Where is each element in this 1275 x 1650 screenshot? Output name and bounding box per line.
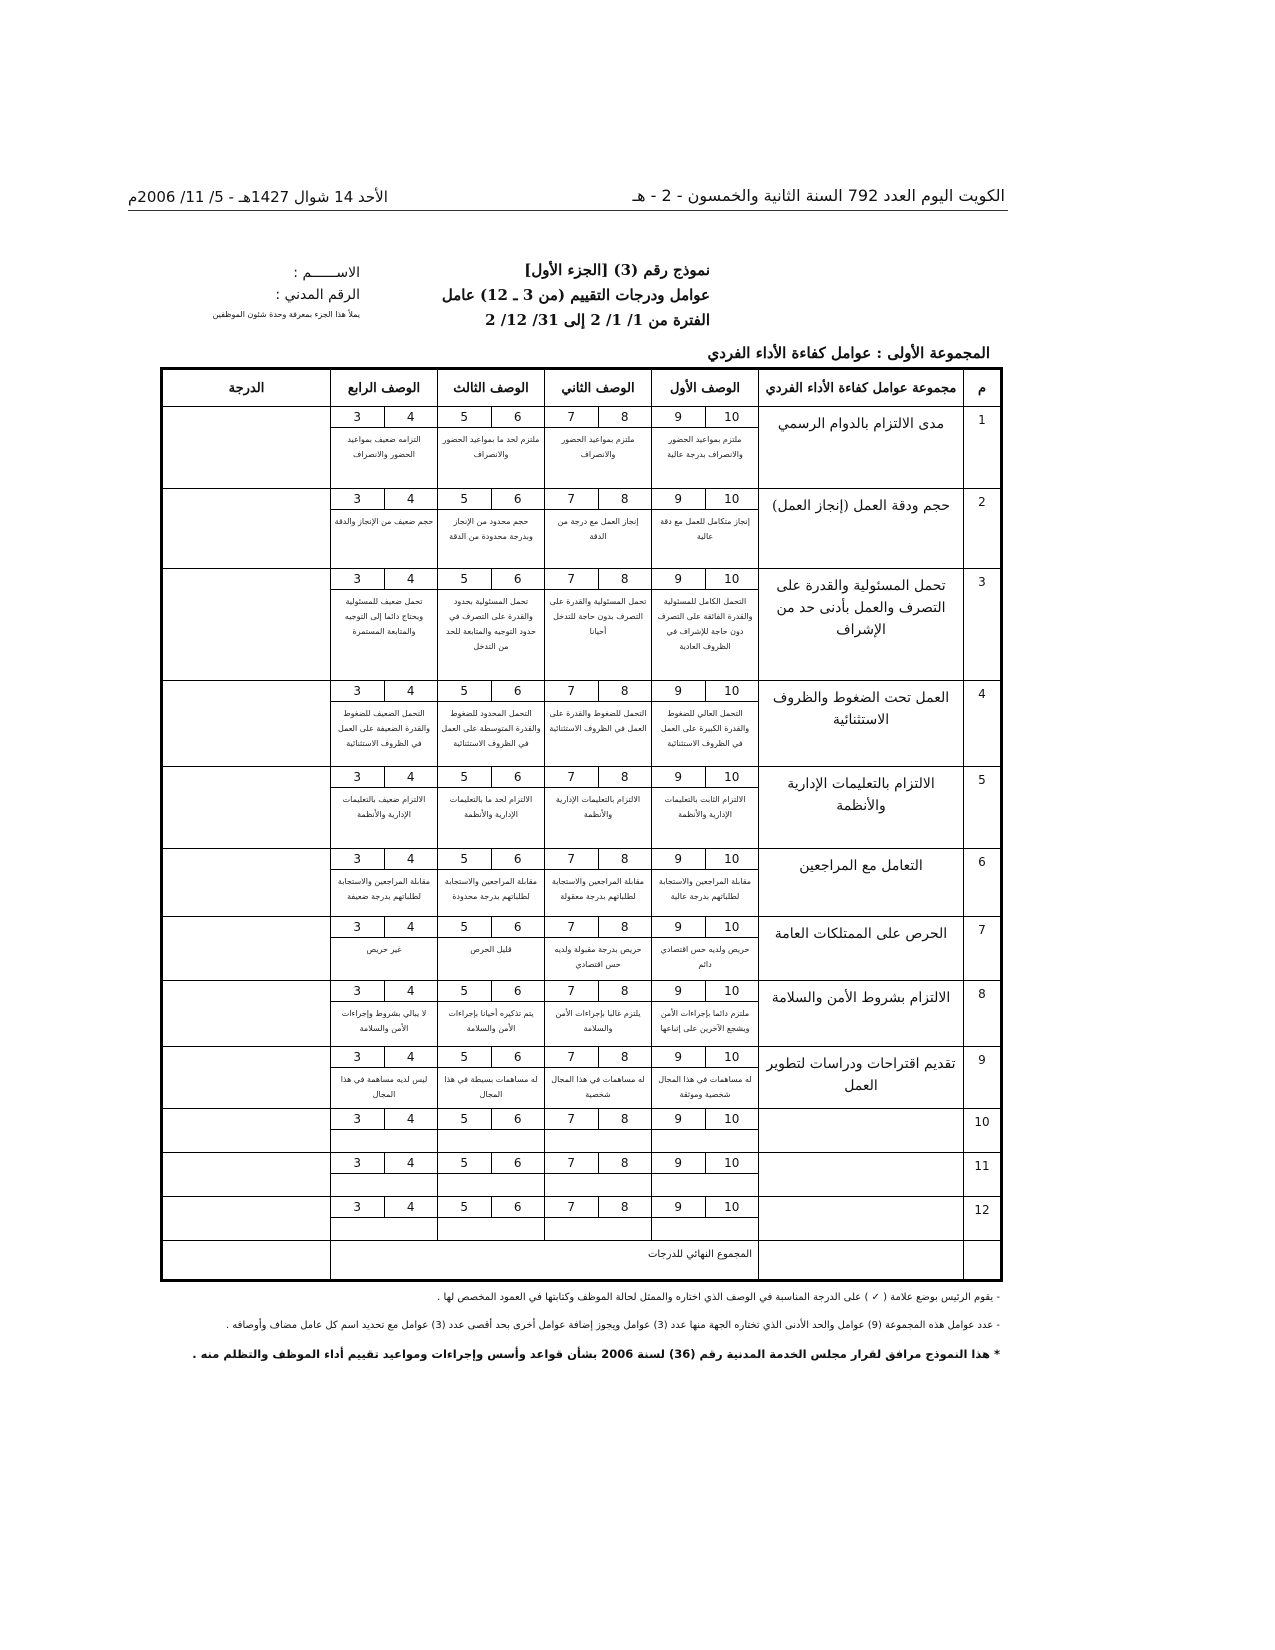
table-row: [162, 569, 1002, 681]
score-option[interactable]: 8: [598, 489, 651, 510]
score-option[interactable]: 6: [491, 917, 544, 938]
score-option[interactable]: 7: [545, 1197, 598, 1218]
score-option[interactable]: 3: [331, 1109, 384, 1130]
desc-2-cell: [545, 1109, 652, 1153]
desc-1-cell: [652, 1047, 759, 1109]
description-text: غير حريص: [366, 945, 402, 954]
description-text: [438, 1174, 544, 1178]
score-option[interactable]: 4: [384, 917, 437, 938]
score-option[interactable]: 10: [705, 1197, 758, 1218]
score-option[interactable]: 6: [491, 1047, 544, 1068]
score-option[interactable]: 10: [705, 849, 758, 870]
score-option[interactable]: 5: [438, 981, 491, 1002]
grade-cell[interactable]: [162, 1109, 331, 1153]
score-option[interactable]: 9: [652, 1109, 705, 1130]
score-option[interactable]: 7: [545, 1153, 598, 1174]
grade-cell[interactable]: [162, 849, 331, 917]
col-desc3: الوصف الثالث: [438, 369, 545, 407]
description-text: ملتزم بمواعيد الحضور والانصراف بدرجة عالية: [667, 435, 743, 459]
description-text: مقابلة المراجعين والاستجابة لطلباتهم بدرجة عالية: [658, 877, 752, 901]
score-option[interactable]: 10: [705, 917, 758, 938]
description-text: الالتزام الثابت بالتعليمات الإدارية والأنظمة: [664, 795, 746, 819]
desc-4-cell: [331, 1109, 438, 1153]
desc-4-cell: [331, 569, 438, 681]
description-text: مقابلة المراجعين والاستجابة لطلباتهم بدرجة معقولة: [551, 877, 645, 901]
description-text: ملتزم بمواعيد الحضور والانصراف: [561, 435, 635, 459]
score-option[interactable]: 5: [438, 489, 491, 510]
row-number: 4: [964, 681, 1002, 767]
score-option[interactable]: 5: [438, 849, 491, 870]
score-option[interactable]: 5: [438, 767, 491, 788]
desc-3-cell: [438, 407, 545, 489]
score-option[interactable]: 5: [438, 917, 491, 938]
desc-3-cell: [438, 849, 545, 917]
footnote-3: * هذا النموذج مرافق لقرار مجلس الخدمة المدنية رقم (36) لسنة 2006 بشأن قواعد وأسس وإجراءات ومواعيد تقييم أداء الموظف والتظلم منه .: [192, 1347, 1000, 1361]
factor-name: [759, 1197, 964, 1241]
desc-3-cell: [438, 981, 545, 1047]
factor-name: العمل تحت الضغوط والظروف الاستثنائية: [759, 681, 964, 767]
score-option[interactable]: 3: [331, 1047, 384, 1068]
description-text: حجم محدود من الإنجاز وبدرجة محدودة من الدقة: [449, 517, 533, 541]
description-text: [545, 1130, 651, 1134]
score-option[interactable]: 8: [598, 407, 651, 428]
description-text: يتم تذكيره أحيانا بإجراءات الأمن والسلامة: [448, 1009, 534, 1033]
grade-cell[interactable]: [162, 1047, 331, 1109]
name-label: الاســــــم :: [293, 265, 360, 281]
score-option[interactable]: 9: [652, 1197, 705, 1218]
desc-3-cell: [438, 489, 545, 569]
score-option[interactable]: 9: [652, 917, 705, 938]
score-option[interactable]: 6: [491, 1153, 544, 1174]
score-option[interactable]: 7: [545, 407, 598, 428]
desc-1-cell: [652, 681, 759, 767]
description-text: [438, 1130, 544, 1134]
table-row: [162, 1047, 1002, 1109]
score-option[interactable]: 9: [652, 849, 705, 870]
col-desc1: الوصف الأول: [652, 369, 759, 407]
desc-1-cell: [652, 981, 759, 1047]
factor-name: الالتزام بشروط الأمن والسلامة: [759, 981, 964, 1047]
description-text: مقابلة المراجعين والاستجابة لطلباتهم بدرجة محدودة: [444, 877, 538, 901]
score-option[interactable]: 8: [598, 981, 651, 1002]
score-option[interactable]: 3: [331, 1153, 384, 1174]
description-text: تحمل المسئولية والقدرة على التصرف بدون حاجة للتدخل أحيانا: [549, 597, 647, 636]
col-desc4: الوصف الرابع: [331, 369, 438, 407]
score-option[interactable]: 7: [545, 981, 598, 1002]
score-option[interactable]: 9: [652, 407, 705, 428]
grade-cell[interactable]: [162, 1197, 331, 1241]
score-option[interactable]: 3: [331, 407, 384, 428]
score-option[interactable]: 4: [384, 407, 437, 428]
civil-id-label: الرقم المدني :: [275, 287, 360, 303]
desc-4-cell: [331, 1197, 438, 1241]
row-number: 6: [964, 849, 1002, 917]
description-text: حريص بدرجة مقبولة ولديه حس اقتصادي: [554, 945, 642, 969]
desc-1-cell: [652, 849, 759, 917]
score-option[interactable]: 8: [598, 1047, 651, 1068]
score-option[interactable]: 4: [384, 681, 437, 702]
row-number: 2: [964, 489, 1002, 569]
description-text: [545, 1218, 651, 1222]
score-option[interactable]: 8: [598, 681, 651, 702]
table-row: [162, 1197, 1002, 1241]
footnote-2: - عدد عوامل هذه المجموعة (9) عوامل والحد الأدنى الذي تختاره الجهة منها عدد (3) عوامل ويجوز إضافة عوامل أخرى بحد أقصى عدد (3) عوامل مع تحديد اسم كل عامل مضاف وأوصافه .: [225, 1320, 1000, 1331]
description-text: له مساهمات بسيطة في هذا المجال: [444, 1075, 538, 1099]
row-number: 8: [964, 981, 1002, 1047]
score-option[interactable]: 5: [438, 569, 491, 590]
factor-name: التعامل مع المراجعين: [759, 849, 964, 917]
score-option[interactable]: 8: [598, 767, 651, 788]
score-option[interactable]: 5: [438, 1109, 491, 1130]
score-option[interactable]: 9: [652, 981, 705, 1002]
grade-cell[interactable]: [162, 917, 331, 981]
table-row: [162, 681, 1002, 767]
description-text: ملتزم دائما بإجراءات الأمن ويشجع الآخرين على إتباعها: [660, 1009, 750, 1033]
score-option[interactable]: 7: [545, 917, 598, 938]
table-row: [162, 849, 1002, 917]
score-option[interactable]: 10: [705, 1109, 758, 1130]
score-option[interactable]: 3: [331, 849, 384, 870]
score-option[interactable]: 4: [384, 981, 437, 1002]
desc-4-cell: [331, 981, 438, 1047]
factor-name: [759, 1109, 964, 1153]
desc-3-cell: [438, 681, 545, 767]
score-option[interactable]: 9: [652, 1047, 705, 1068]
score-option[interactable]: 9: [652, 767, 705, 788]
score-option[interactable]: 7: [545, 767, 598, 788]
desc-3-cell: [438, 1153, 545, 1197]
desc-1-cell: [652, 767, 759, 849]
date-header: الأحد 14 شوال 1427هـ - 5/ 11/ 2006م: [128, 188, 388, 206]
header-divider: [128, 210, 1008, 211]
desc-4-cell: [331, 681, 438, 767]
row-number: 7: [964, 917, 1002, 981]
desc-1-cell: [652, 917, 759, 981]
row-number: 1: [964, 407, 1002, 489]
description-text: يلتزم غالبا بإجراءات الأمن والسلامة: [555, 1009, 641, 1033]
desc-2-cell: [545, 917, 652, 981]
group-title: المجموعة الأولى : عوامل كفاءة الأداء الفردي: [707, 344, 990, 362]
col-num: م: [964, 369, 1002, 407]
score-option[interactable]: 9: [652, 569, 705, 590]
desc-3-cell: [438, 917, 545, 981]
score-option[interactable]: 7: [545, 489, 598, 510]
row-number: 9: [964, 1047, 1002, 1109]
score-option[interactable]: 10: [705, 981, 758, 1002]
desc-4-cell: [331, 1153, 438, 1197]
desc-1-cell: [652, 1109, 759, 1153]
description-text: ملتزم لحد ما بمواعيد الحضور والانصراف: [442, 435, 540, 459]
score-option[interactable]: 10: [705, 489, 758, 510]
desc-4-cell: [331, 407, 438, 489]
score-option[interactable]: 7: [545, 1109, 598, 1130]
score-option[interactable]: 8: [598, 1109, 651, 1130]
score-option[interactable]: 4: [384, 1109, 437, 1130]
factor-name: [759, 1153, 964, 1197]
score-option[interactable]: 10: [705, 1047, 758, 1068]
score-option[interactable]: 6: [491, 849, 544, 870]
score-option[interactable]: 6: [491, 1109, 544, 1130]
total-grade-cell[interactable]: [162, 1241, 331, 1281]
score-option[interactable]: 8: [598, 1153, 651, 1174]
form-period: الفترة من 1/ 1/ 2 إلى 31/ 12/ 2: [485, 311, 710, 329]
desc-2-cell: [545, 681, 652, 767]
table-row: [162, 917, 1002, 981]
score-option[interactable]: 5: [438, 681, 491, 702]
desc-3-cell: [438, 1047, 545, 1109]
score-option[interactable]: 9: [652, 1153, 705, 1174]
description-text: لا يبالي بشروط وإجراءات الأمن والسلامة: [341, 1009, 427, 1033]
description-text: التحمل للضغوط والقدرة على العمل في الظروف الاستثنائية: [549, 709, 647, 733]
description-text: ليس لديه مساهمة في هذا المجال: [340, 1075, 428, 1099]
score-option[interactable]: 3: [331, 569, 384, 590]
row-number: 10: [964, 1109, 1002, 1153]
score-option[interactable]: 9: [652, 489, 705, 510]
table-row: [162, 767, 1002, 849]
description-text: [652, 1218, 758, 1222]
score-option[interactable]: 3: [331, 489, 384, 510]
desc-2-cell: [545, 489, 652, 569]
score-option[interactable]: 4: [384, 1047, 437, 1068]
description-text: تحمل ضعيف للمسئولية ويحتاج دائما إلى التوجيه والمتابعة المستمرة: [344, 597, 424, 636]
desc-4-cell: [331, 489, 438, 569]
description-text: التحمل المحدود للضغوط والقدرة المتوسطة على العمل في الظروف الاستثنائية: [441, 709, 541, 748]
table-row: [162, 1109, 1002, 1153]
description-text: تحمل المسئولية بحدود والقدرة على التصرف في حدود التوجيه والمتابعة للحد من التدخل: [446, 597, 536, 651]
table-row: [162, 1153, 1002, 1197]
description-text: له مساهمات في هذا المجال شخصية وموثقة: [658, 1075, 752, 1099]
score-option[interactable]: 5: [438, 1197, 491, 1218]
factor-name: الالتزام بالتعليمات الإدارية والأنظمة: [759, 767, 964, 849]
desc-3-cell: [438, 1109, 545, 1153]
description-text: [652, 1174, 758, 1178]
desc-3-cell: [438, 767, 545, 849]
desc-2-cell: [545, 1153, 652, 1197]
description-text: الالتزام لحد ما بالتعليمات الإدارية والأنظمة: [449, 795, 533, 819]
score-option[interactable]: 10: [705, 407, 758, 428]
description-text: الالتزام بالتعليمات الإدارية والأنظمة: [555, 795, 641, 819]
score-option[interactable]: 6: [491, 489, 544, 510]
description-text: إنجاز العمل مع درجة من الدقة: [557, 517, 639, 541]
score-option[interactable]: 6: [491, 767, 544, 788]
grade-cell[interactable]: [162, 569, 331, 681]
factor-name: تحمل المسئولية والقدرة على التصرف والعمل بأدنى حد من الإشراف: [759, 569, 964, 681]
table-row: [162, 489, 1002, 569]
header-row: [162, 369, 1002, 407]
fill-note: يملأ هذا الجزء بمعرفة وحدة شئون الموظفين: [212, 310, 360, 319]
desc-2-cell: [545, 1197, 652, 1241]
evaluation-table: [160, 367, 1003, 1282]
col-factor: مجموعة عوامل كفاءة الأداء الفردي: [759, 369, 964, 407]
score-option[interactable]: 4: [384, 767, 437, 788]
score-option[interactable]: 3: [331, 767, 384, 788]
factor-name: الحرص على الممتلكات العامة: [759, 917, 964, 981]
score-option[interactable]: 5: [438, 407, 491, 428]
description-text: إنجاز متكامل للعمل مع دقة عالية: [660, 517, 750, 541]
grade-cell[interactable]: [162, 489, 331, 569]
row-number: 3: [964, 569, 1002, 681]
factor-name: مدى الالتزام بالدوام الرسمي: [759, 407, 964, 489]
score-option[interactable]: 10: [705, 1153, 758, 1174]
score-option[interactable]: 3: [331, 981, 384, 1002]
desc-2-cell: [545, 849, 652, 917]
table-row: [162, 981, 1002, 1047]
score-option[interactable]: 8: [598, 569, 651, 590]
description-text: قليل الحرص: [470, 945, 512, 954]
desc-2-cell: [545, 767, 652, 849]
description-text: الالتزام ضعيف بالتعليمات الإدارية والأنظمة: [342, 795, 426, 819]
score-option[interactable]: 7: [545, 849, 598, 870]
row-number: 5: [964, 767, 1002, 849]
description-text: [545, 1174, 651, 1178]
score-option[interactable]: 6: [491, 1197, 544, 1218]
employee-info: [160, 262, 360, 322]
score-option[interactable]: 4: [384, 1153, 437, 1174]
footnote-1: - يقوم الرئيس بوضع علامة ( ✓ ) على الدرجة المناسبة في الوصف الذي اختاره والممثل لحالة الموظف وكتابتها في العمود المخصص لها .: [437, 1292, 1000, 1303]
desc-4-cell: [331, 849, 438, 917]
score-option[interactable]: 4: [384, 1197, 437, 1218]
description-text: حريص ولديه حس اقتصادي دائم: [660, 945, 750, 969]
desc-1-cell: [652, 407, 759, 489]
table-row: [162, 407, 1002, 489]
score-option[interactable]: 6: [491, 681, 544, 702]
desc-4-cell: [331, 917, 438, 981]
description-text: التحمل العالي للضغوط والقدرة الكبيرة على العمل في الظروف الاستثنائية: [660, 709, 750, 748]
score-option[interactable]: 8: [598, 849, 651, 870]
score-option[interactable]: 4: [384, 569, 437, 590]
description-text: حجم ضعيف من الإنجاز والدقة: [334, 517, 434, 526]
score-option[interactable]: 6: [491, 569, 544, 590]
grade-cell[interactable]: [162, 407, 331, 489]
desc-3-cell: [438, 1197, 545, 1241]
total-row: [162, 1241, 1002, 1281]
form-title: نموذج رقم (3) [الجزء الأول]: [524, 261, 710, 279]
score-option[interactable]: 3: [331, 681, 384, 702]
description-text: [331, 1130, 437, 1134]
description-text: [331, 1174, 437, 1178]
score-option[interactable]: 5: [438, 1153, 491, 1174]
desc-2-cell: [545, 1047, 652, 1109]
desc-2-cell: [545, 569, 652, 681]
form-title-block: [440, 258, 710, 333]
factor-name: تقديم اقتراحات ودراسات لتطوير العمل: [759, 1047, 964, 1109]
score-option[interactable]: 6: [491, 981, 544, 1002]
desc-2-cell: [545, 407, 652, 489]
desc-1-cell: [652, 569, 759, 681]
score-option[interactable]: 5: [438, 1047, 491, 1068]
description-text: التحمل الضعيف للضغوط والقدرة الضعيفة على العمل في الظروف الاستثنائية: [338, 709, 430, 748]
form-subtitle: عوامل ودرجات التقييم (من 3 ـ 12) عامل: [441, 286, 710, 304]
desc-4-cell: [331, 767, 438, 849]
grade-cell[interactable]: [162, 681, 331, 767]
score-option[interactable]: 10: [705, 569, 758, 590]
col-grade: الدرجة: [162, 369, 331, 407]
description-text: التزامه ضعيف بمواعيد الحضور والانصراف: [347, 435, 421, 459]
score-option[interactable]: 8: [598, 1197, 651, 1218]
description-text: [438, 1218, 544, 1222]
desc-3-cell: [438, 569, 545, 681]
row-number: 12: [964, 1197, 1002, 1241]
desc-1-cell: [652, 1153, 759, 1197]
score-option[interactable]: 3: [331, 1197, 384, 1218]
col-desc2: الوصف الثاني: [545, 369, 652, 407]
grade-cell[interactable]: [162, 767, 331, 849]
score-option[interactable]: 4: [384, 849, 437, 870]
score-option[interactable]: 9: [652, 681, 705, 702]
score-option[interactable]: 8: [598, 917, 651, 938]
desc-4-cell: [331, 1047, 438, 1109]
desc-2-cell: [545, 981, 652, 1047]
score-option[interactable]: 7: [545, 681, 598, 702]
description-text: مقابلة المراجعين والاستجابة لطلباتهم بدرجة ضعيفة: [337, 877, 431, 901]
description-text: [652, 1130, 758, 1134]
score-option[interactable]: 3: [331, 917, 384, 938]
score-option[interactable]: 4: [384, 489, 437, 510]
description-text: التحمل الكامل للمسئولية والقدرة الفائقة على التصرف دون حاجة للإشراف في الظروف العادية: [657, 597, 753, 651]
grade-cell[interactable]: [162, 1153, 331, 1197]
publication-header: الكويت اليوم العدد 792 السنة الثانية والخمسون - 2 - هـ: [632, 186, 1005, 205]
grade-cell[interactable]: [162, 981, 331, 1047]
score-option[interactable]: 7: [545, 569, 598, 590]
score-option[interactable]: 6: [491, 407, 544, 428]
total-label: المجموع النهائي للدرجات: [331, 1241, 759, 1281]
desc-1-cell: [652, 489, 759, 569]
score-option[interactable]: 7: [545, 1047, 598, 1068]
description-text: [331, 1218, 437, 1222]
score-option[interactable]: 10: [705, 767, 758, 788]
description-text: له مساهمات في هذا المجال شخصية: [551, 1075, 645, 1099]
factor-name: حجم ودقة العمل (إنجاز العمل): [759, 489, 964, 569]
score-option[interactable]: 10: [705, 681, 758, 702]
desc-1-cell: [652, 1197, 759, 1241]
row-number: 11: [964, 1153, 1002, 1197]
